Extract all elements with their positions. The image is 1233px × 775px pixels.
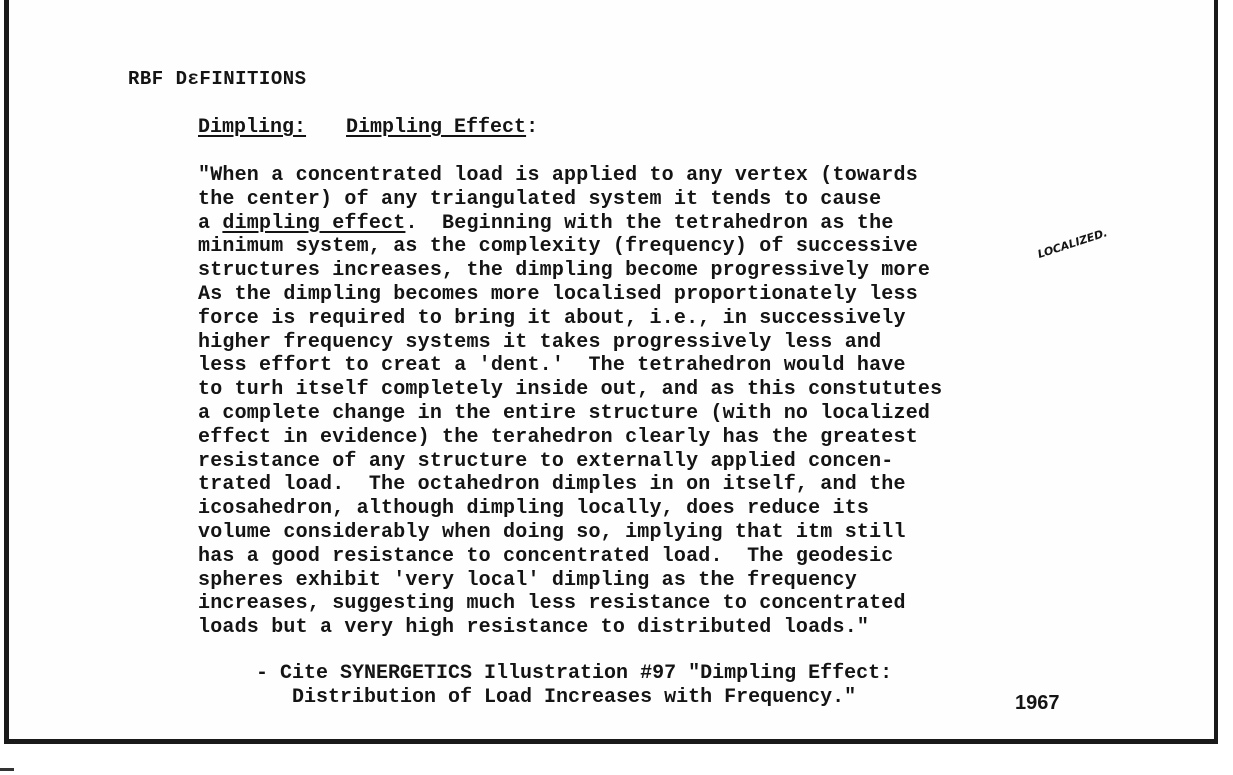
quote-line: higher frequency systems it takes progressively less and [198,330,882,354]
quote-line [198,212,942,236]
subhead-dimpling-effect: Dimpling Effect [346,116,527,139]
quote-line: icosahedron, although dimpling locally, does reduce its [198,497,870,521]
quote-line: spheres exhibit 'very local' dimpling as the frequency [198,568,857,592]
citation [256,662,892,710]
quote-line: the center) of any triangulated system it tends to cause [198,187,882,211]
quote-line: effect in evidence) the terahedron clearly has the greatest [198,425,918,449]
quote-line: volume considerably when doing so, implying that itm still [198,520,906,544]
quote-line: to turh itself completely inside out, and as this constututes [198,378,943,402]
quote-line: As the dimpling becomes more localised proportionately less [198,282,918,306]
citation-line: - Cite SYNERGETICS Illustration #97 "Dimpling Effect: [256,662,893,685]
subhead-suffix: : [526,116,539,139]
quote-line: structures increases, the dimpling become progressively more [198,259,931,283]
document-heading: RBF DεFINITIONS [128,68,307,90]
handwritten-annotation: LOCALIZED. [1035,226,1109,261]
quote-line: resistance of any structure to externally applied concen- [198,449,894,473]
quote-line: force is required to bring it about, i.e., in successively [198,306,906,330]
subhead-dimpling: Dimpling: [198,116,307,139]
quote-line-rest: . Beginning with the tetrahedron as the [405,211,894,235]
quote-line: increases, suggesting much less resistance to concentrated [198,592,906,616]
definition-quote [198,164,942,640]
quote-line: "When a concentrated load is applied to any vertex (towards [198,164,918,187]
quote-line: minimum system, as the complexity (frequency) of successive [198,235,918,259]
citation-line: Distribution of Load Increases with Frequency." [256,686,857,709]
underlined-term: dimpling effect [222,211,406,235]
page-corner-mark [0,768,14,771]
quote-line: has a good resistance to concentrated load. The geodesic [198,544,894,568]
subheadings [198,116,538,139]
quote-line: a complete change in the entire structure (with no localized [198,401,931,425]
quote-line: trated load. The octahedron dimples in on itself, and the [198,473,906,497]
quote-line-prefix: a [198,211,223,235]
quote-line: less effort to creat a 'dent.' The tetrahedron would have [198,354,906,378]
quote-line: loads but a very high resistance to distributed loads." [198,616,870,640]
citation-year: 1967 [1015,692,1060,714]
